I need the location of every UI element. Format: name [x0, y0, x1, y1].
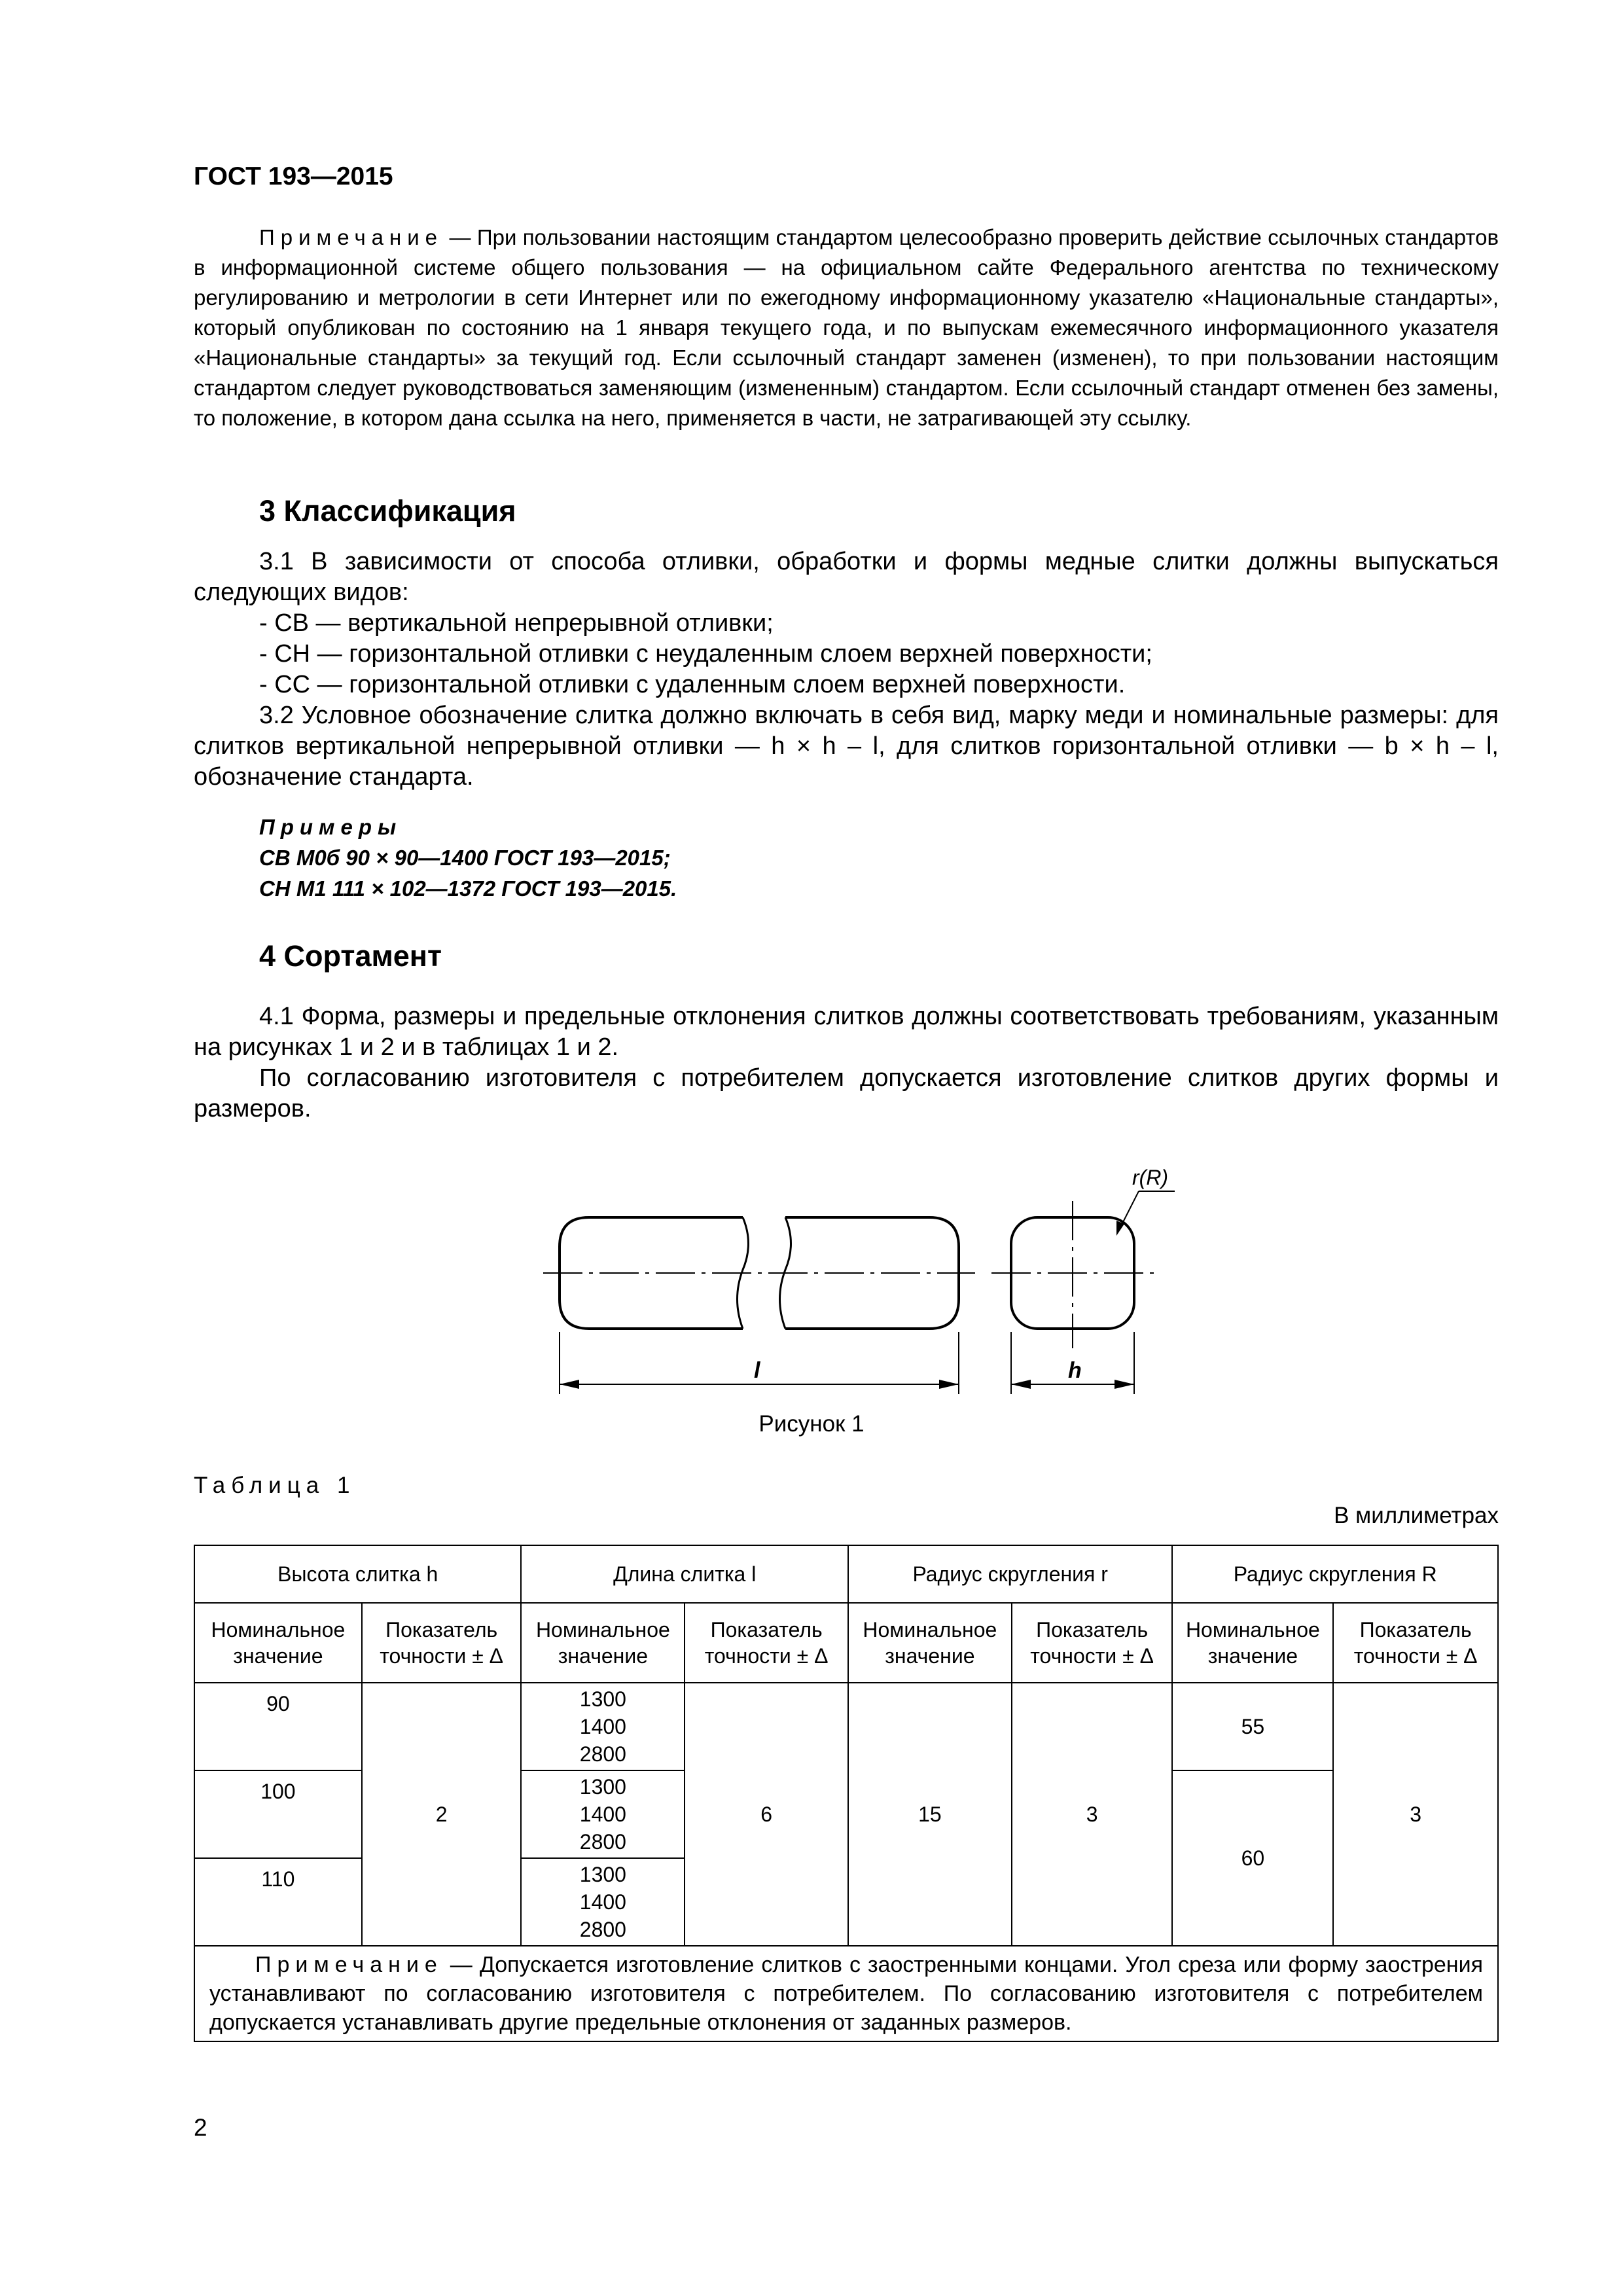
subheader-nominal: Номинальное значение: [848, 1603, 1012, 1683]
clause-3-2: 3.2 Условное обозначение слитка должно включать в себя вид, марку меди и номинальные размеры: для слитков вертикальной непрерывной отливки — h × h – l, для слитков горизонтальной отливки — b × h – l, обозначение стандарта.: [194, 702, 1499, 791]
dim-label-radius: r(R): [1132, 1166, 1169, 1189]
subheader-nominal: Номинальное значение: [194, 1603, 362, 1683]
note-label: Примечание: [259, 225, 444, 249]
table-subheader-row: [194, 1603, 1498, 1683]
note-text: — При пользовании настоящим стандартом целесообразно проверить действие ссылочных стандартов в информационной системе общего пользования — на официальном сайте Федерального агентства по техническому регулированию и метрологии в сети Интернет или по ежегодному информационному указателю «Национальные стандарты», который опубликован по состоянию на 1 января текущего года, и по выпускам ежемесячного информационного указателя «Национальные стандарты» за текущий год. Если ссылочный стандарт заменен (изменен), то при пользовании настоящим стандартом следует руководствоваться заменяющим (измененным) стандартом. Если ссылочный стандарт отменен без замены, то положение, в котором дана ссылка на него, применяется в части, не затрагивающей эту ссылку.: [194, 225, 1499, 430]
section-3-title: 3 Классификация: [259, 494, 516, 528]
radius-R-cell: 60: [1172, 1770, 1333, 1946]
table-note: Примечание — Допускается изготовление слитков с заостренными концами. Угол среза или форму заострения устанавливают по согласованию изготовителя с потребителем. По согласованию изготовителя с потребителем допускается устанавливать другие предельные отклонения от заданных размеров.: [194, 1946, 1498, 2041]
header-radius-r: Радиус скругления r: [848, 1545, 1173, 1603]
height-cell: 90: [194, 1683, 362, 1770]
reference-note: [194, 223, 1499, 433]
subheader-accuracy: Показатель точности ± Δ: [1012, 1603, 1173, 1683]
height-cell: 100: [194, 1770, 362, 1858]
table-note-row: [194, 1946, 1498, 2041]
length-tolerance-cell: 6: [685, 1683, 848, 1946]
length-cell: 1300 1400 2800: [521, 1858, 685, 1946]
height-cell: 110: [194, 1858, 362, 1946]
type-item: - СН — горизонтальной отливки с неудаленным слоем верхней поверхности;: [259, 640, 1152, 668]
section-4-body: [194, 1001, 1499, 1124]
ingot-drawing: [524, 1152, 1178, 1401]
page-number: 2: [194, 2114, 207, 2141]
subheader-accuracy: Показатель точности ± Δ: [362, 1603, 522, 1683]
example-line: СН М1 111 × 102—1372 ГОСТ 193—2015.: [259, 876, 677, 901]
sizes-table: [194, 1545, 1499, 2042]
dim-label-l: l: [754, 1358, 760, 1383]
subheader-nominal: Номинальное значение: [1172, 1603, 1333, 1683]
table-header-row: [194, 1545, 1498, 1603]
radius-R-cell: 55: [1172, 1683, 1333, 1770]
type-item: - СС — горизонтальной отливки с удаленным слоем верхней поверхности.: [259, 671, 1126, 698]
page-header: ГОСТ 193—2015: [194, 162, 393, 190]
table-units: В миллиметрах: [1334, 1503, 1499, 1528]
type-item: - СВ — вертикальной непрерывной отливки;: [259, 609, 774, 637]
subheader-accuracy: Показатель точности ± Δ: [1333, 1603, 1498, 1683]
section-4-title: 4 Сортамент: [259, 939, 442, 973]
arrow: [1115, 1380, 1134, 1389]
examples-label: Примеры: [259, 815, 402, 839]
length-cell: 1300 1400 2800: [521, 1770, 685, 1858]
clause-4-1: 4.1 Форма, размеры и предельные отклонения слитков должны соответствовать требованиям, указанным на рисунках 1 и 2 и в таблицах 1 и 2.: [194, 1003, 1499, 1061]
header-height: Высота слитка h: [194, 1545, 521, 1603]
arrow: [1011, 1380, 1031, 1389]
length-cell: 1300 1400 2800: [521, 1683, 685, 1770]
arrow: [939, 1380, 959, 1389]
example-line: СВ М0б 90 × 90—1400 ГОСТ 193—2015;: [259, 846, 671, 870]
figure-caption: Рисунок 1: [758, 1411, 865, 1437]
table-title: Таблица 1: [194, 1473, 356, 1498]
section-3-body: [194, 547, 1499, 793]
radius-R-tolerance-cell: 3: [1333, 1683, 1498, 1946]
subheader-nominal: Номинальное значение: [521, 1603, 685, 1683]
radius-r-tolerance-cell: 3: [1012, 1683, 1173, 1946]
examples-block: [259, 812, 677, 904]
arrow: [560, 1380, 579, 1389]
subheader-accuracy: Показатель точности ± Δ: [685, 1603, 848, 1683]
dim-label-h: h: [1068, 1358, 1082, 1383]
table-row: [194, 1683, 1498, 1770]
header-radius-R: Радиус скругления R: [1172, 1545, 1498, 1603]
radius-r-cell: 15: [848, 1683, 1012, 1946]
height-tolerance-cell: 2: [362, 1683, 522, 1946]
clause-3-1: 3.1 В зависимости от способа отливки, обработки и формы медные слитки должны выпускаться следующих видов:: [194, 548, 1499, 606]
header-length: Длина слитка l: [521, 1545, 847, 1603]
clause-4-1-note: По согласованию изготовителя с потребителем допускается изготовление слитков других формы и размеров.: [194, 1064, 1499, 1122]
